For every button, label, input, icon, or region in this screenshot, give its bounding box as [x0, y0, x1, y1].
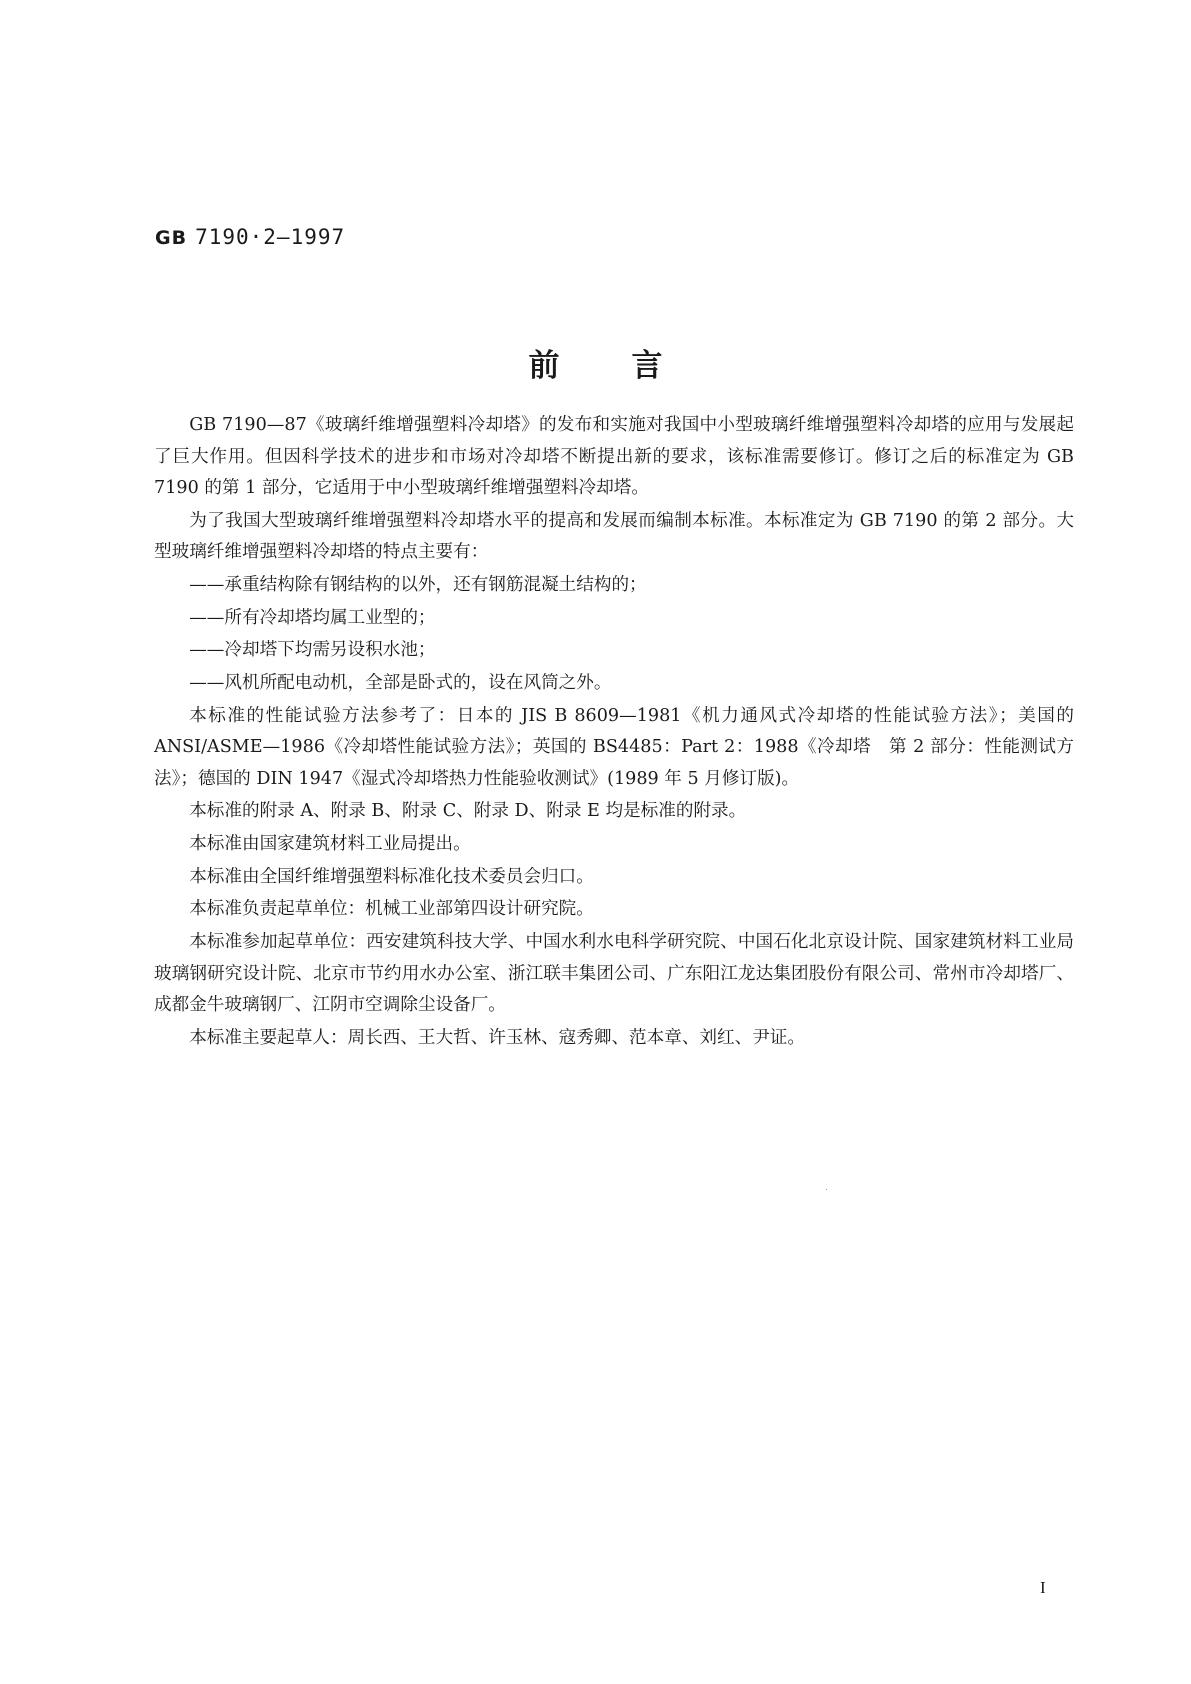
feature-item: ——冷却塔下均需另设积水池；	[189, 640, 436, 661]
paragraph-proposed-by: 本标准由国家建筑材料工业局提出。	[189, 834, 471, 854]
paragraph-test-methods: 本标准的性能试验方法参考了：日本的 JIS B 8609—1981《机力通风式冷却塔的性能试验方法》；美国的 ANSI/ASME—1986《冷却塔性能试验方法》；英国的 BS4485：Part 2：1988《冷却塔 第 2 部分：性能测试方法》；德国的 DIN 1947《湿式冷却塔热力性能验收测试》(1989 年 5 月修订版)。	[154, 705, 1074, 789]
feature-item: ——承重结构除有钢结构的以外，还有钢筋混凝土结构的；	[189, 574, 647, 595]
page-title: 前言	[528, 348, 735, 384]
page-number: I	[1040, 1578, 1046, 1597]
paragraph-drafting-unit: 本标准负责起草单位：机械工业部第四设计研究院。	[189, 899, 594, 920]
foreword-body	[154, 410, 1074, 1055]
paragraph-appendices: 本标准的附录 A、附录 B、附录 C、附录 D、附录 E 均是标准的附录。	[189, 801, 747, 822]
paragraph-purpose: 为了我国大型玻璃纤维增强塑料冷却塔水平的提高和发展而编制本标准。本标准定为 GB 7190 的第 2 部分。大型玻璃纤维增强塑料冷却塔的特点主要有：	[154, 510, 1074, 563]
standard-number: 7190·2—1997	[195, 225, 346, 249]
paragraph-revision-history: GB 7190—87《玻璃纤维增强塑料冷却塔》的发布和实施对我国中小型玻璃纤维增强塑料冷却塔的应用与发展起了巨大作用。但因科学技术的进步和市场对冷却塔不断提出新的要求，该标准需要修订。修订之后的标准定为 GB 7190 的第 1 部分，它适用于中小型玻璃纤维增强塑料冷却塔。	[154, 415, 1074, 498]
paragraph-centralized-by: 本标准由全国纤维增强塑料标准化技术委员会归口。	[189, 866, 594, 887]
scan-speck	[826, 1189, 827, 1190]
feature-item: ——所有冷却塔均属工业型的；	[189, 607, 436, 628]
standard-code	[155, 225, 345, 249]
feature-item: ——风机所配电动机，全部是卧式的，设在风筒之外。	[189, 672, 612, 693]
standard-prefix: GB	[155, 227, 188, 249]
paragraph-main-drafters: 本标准主要起草人：周长西、王大哲、许玉林、寇秀卿、范本章、刘红、尹证。	[189, 1027, 805, 1048]
paragraph-participating-units: 本标准参加起草单位：西安建筑科技大学、中国水利水电科学研究院、中国石化北京设计院、国家建筑材料工业局玻璃钢研究设计院、北京市节约用水办公室、浙江联丰集团公司、广东阳江龙达集团股份有限公司、常州市冷却塔厂、成都金牛玻璃钢厂、江阴市空调除尘设备厂。	[154, 932, 1074, 1016]
